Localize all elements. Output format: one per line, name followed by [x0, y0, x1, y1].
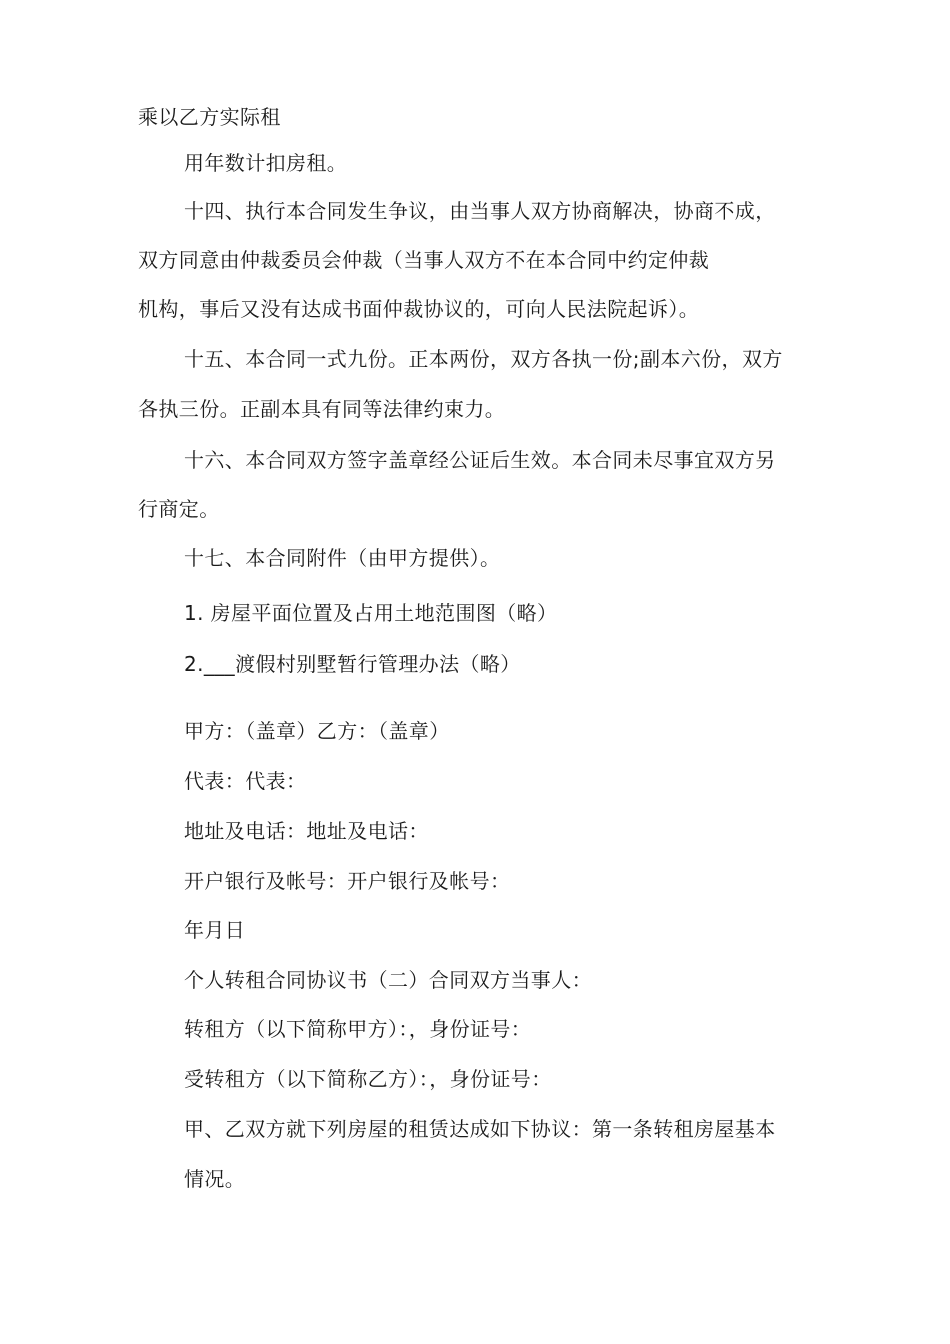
clause-14-line-3: 机构，事后又没有达成书面仲裁协议的，可向人民法院起诉）。: [138, 297, 700, 321]
sublessee-line: 受转租方（以下简称乙方）：，身份证号：: [184, 1067, 552, 1091]
agreement-intro-line-2: 情况。: [184, 1167, 246, 1191]
clause-15-line-2: 各执三份。正副本具有同等法律约束力。: [138, 397, 506, 421]
clause-17: 十七、本合同附件（由甲方提供）。: [184, 546, 501, 570]
signature-representative-line: 代表：代表：: [184, 769, 307, 793]
signature-address-line: 地址及电话：地址及电话：: [184, 819, 429, 843]
attachment-1: 1. 房屋平面位置及占用土地范围图（略）: [184, 601, 558, 625]
sublessor-line: 转租方（以下简称甲方）：，身份证号：: [184, 1017, 532, 1041]
signature-date-line: 年月日: [184, 918, 246, 942]
signature-bank-line: 开户银行及帐号：开户银行及帐号：: [184, 869, 511, 893]
clause-14-line-2: 双方同意由仲裁委员会仲裁（当事人双方不在本合同中约定仲裁: [138, 248, 710, 272]
agreement-intro-line-1: 甲、乙双方就下列房屋的租赁达成如下协议：第一条转租房屋基本: [184, 1117, 776, 1141]
clause-15-line-1: 十五、本合同一式九份。正本两份，双方各执一份;副本六份，双方: [184, 347, 783, 371]
signature-party-line: 甲方：（盖章）乙方：（盖章）: [184, 719, 450, 743]
attachment-2: 2.___渡假村别墅暂行管理办法（略）: [184, 652, 521, 676]
clause-16-line-2: 行商定。: [138, 497, 220, 521]
text-line-1: 乘以乙方实际租: [138, 105, 281, 129]
text-line-2: 用年数计扣房租。: [184, 151, 348, 175]
clause-14-line-1: 十四、执行本合同发生争议，由当事人双方协商解决，协商不成，: [184, 199, 776, 223]
section-title-two: 个人转租合同协议书（二）合同双方当事人：: [184, 968, 592, 992]
clause-16-line-1: 十六、本合同双方签字盖章经公证后生效。本合同未尽事宜双方另: [184, 448, 776, 472]
